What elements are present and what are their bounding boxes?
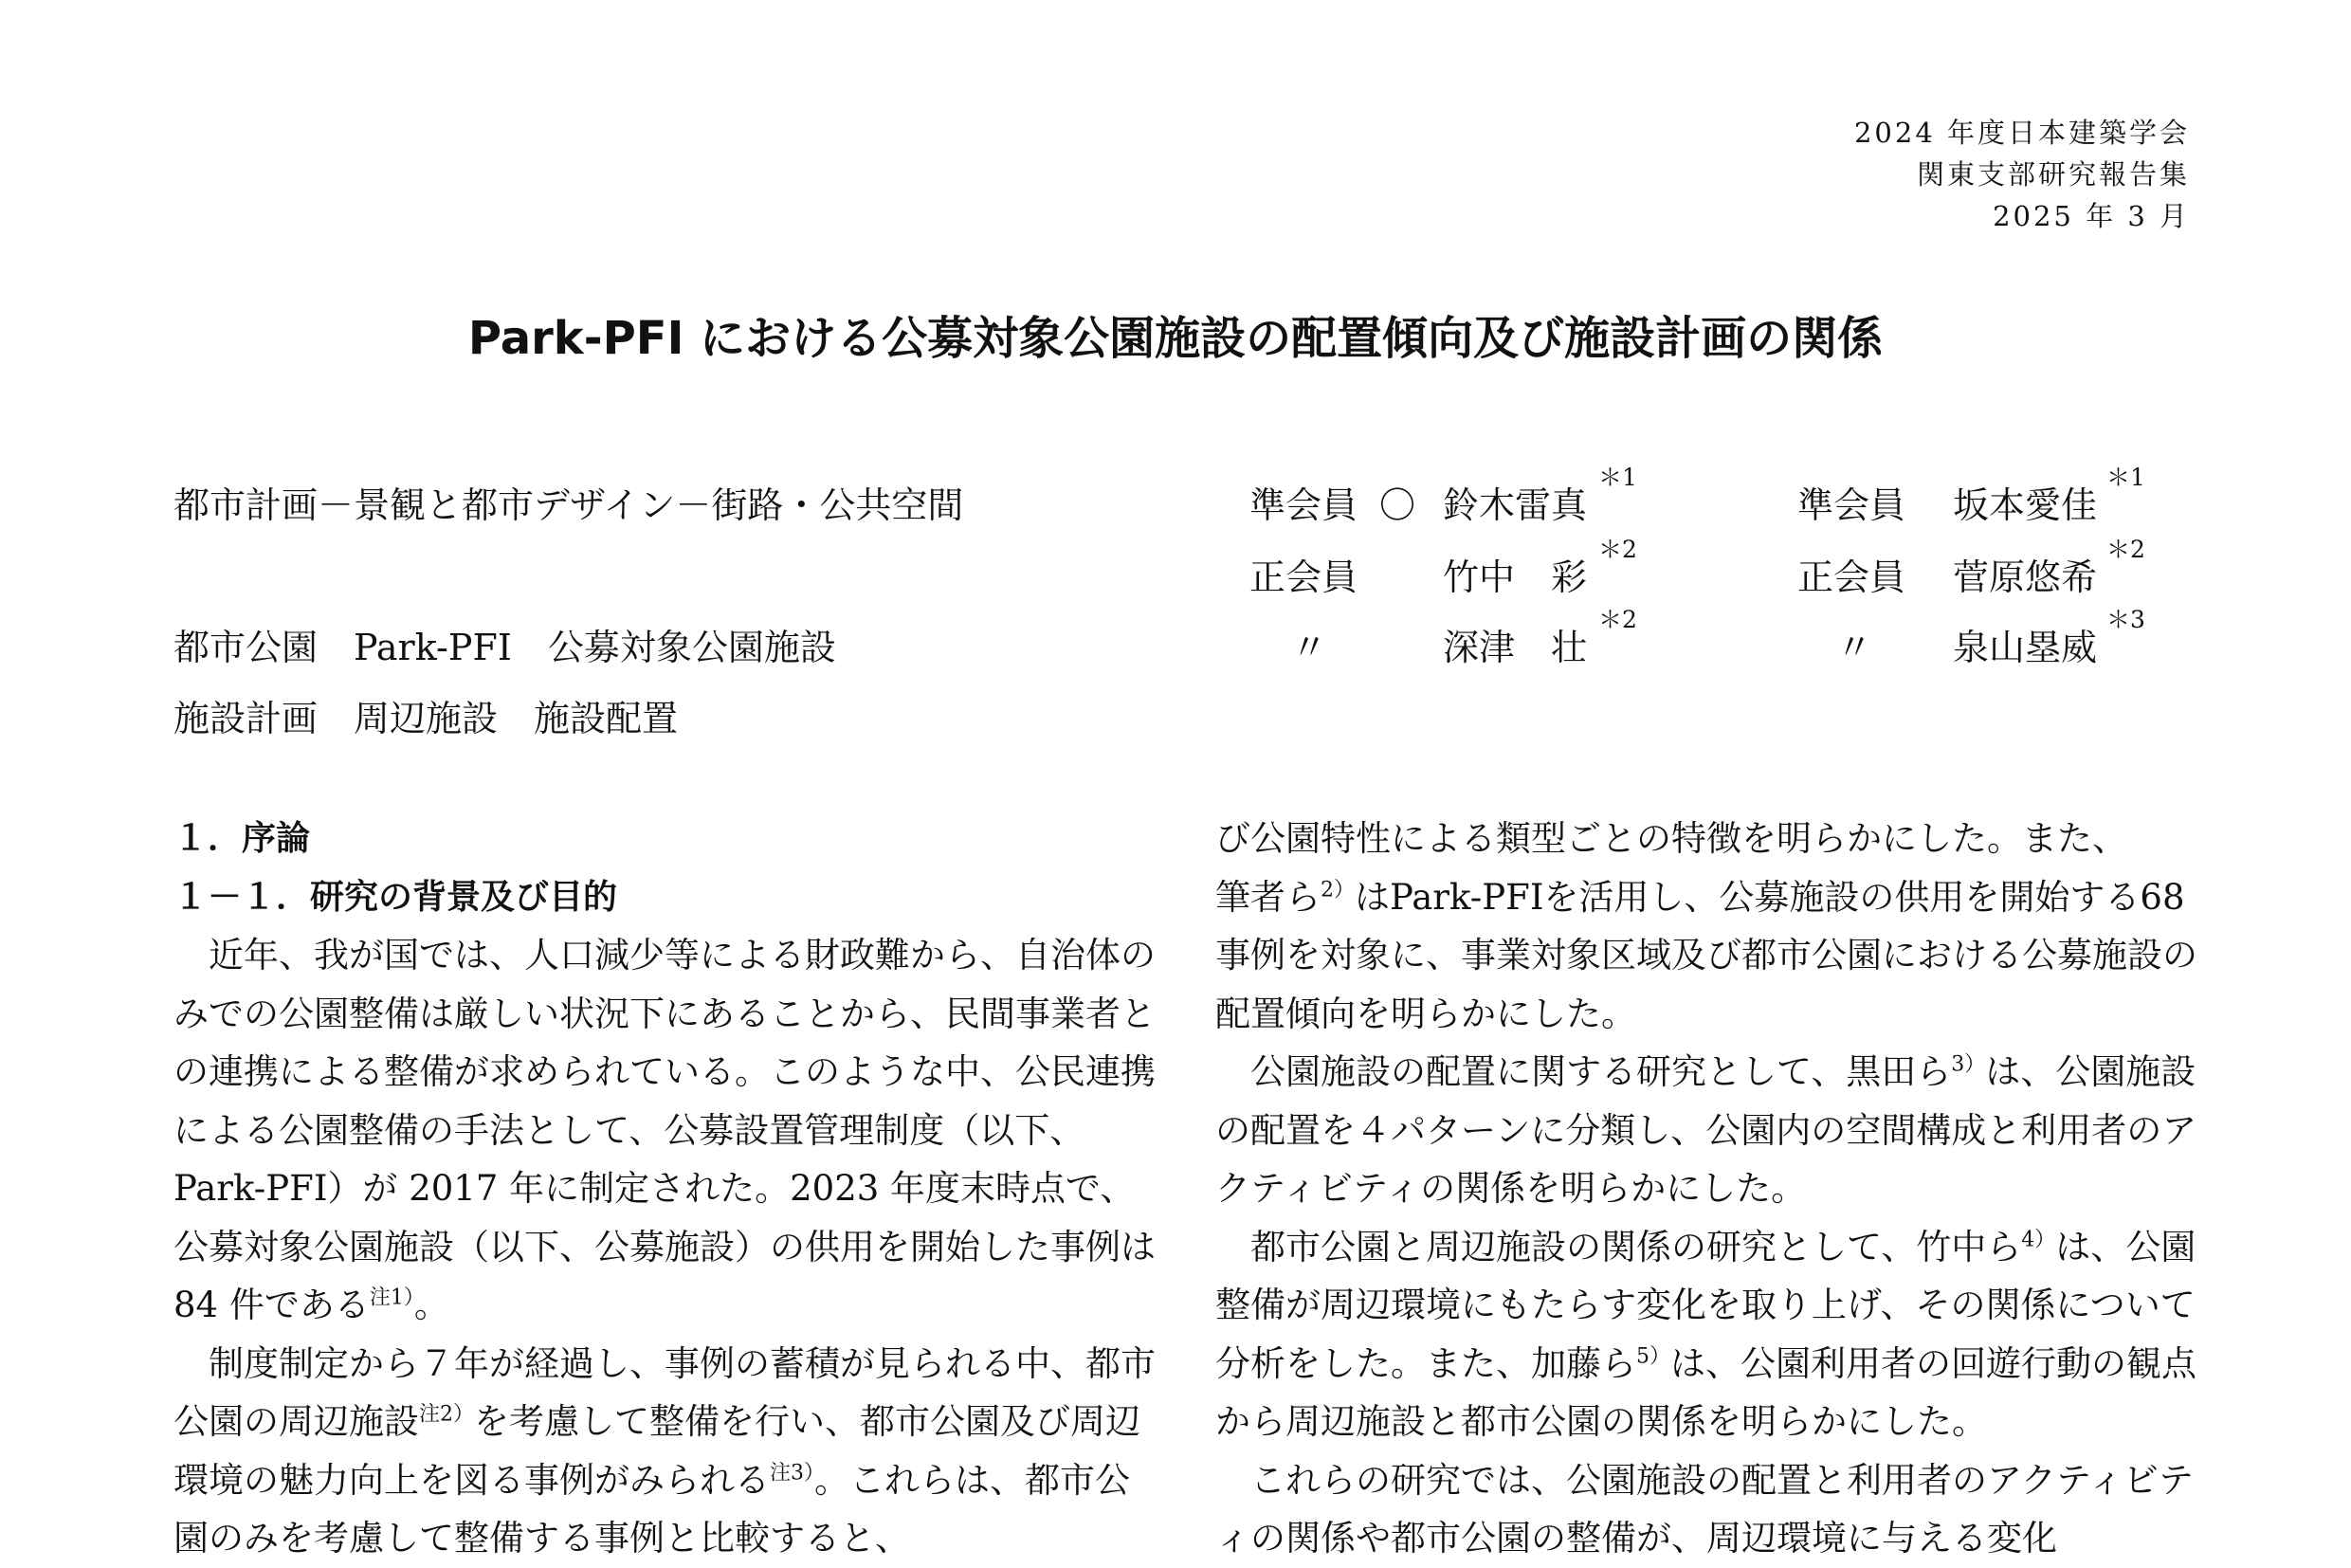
keyword: 都市公園 [173, 627, 319, 668]
paragraph: 都市公園と周辺施設の関係の研究として、竹中ら$^{4)}$は、公園整備が周辺環境にもたらす変化を取り上げ、その関係について分析をした。また、加藤ら$^{5)}$は、公園利用者の回遊行動の観点から周辺施設と都市公園の関係を明らかにした。 [1215, 1226, 2196, 1442]
affiliation-note: ＊3 [2106, 606, 2145, 633]
keyword: 公募対象公園施設 [547, 627, 836, 668]
keyword: 施設配置 [534, 698, 679, 739]
body-right-column [1215, 810, 2201, 1568]
reference-ref: 5） [1636, 1344, 1670, 1369]
keyword: 周辺施設 [354, 698, 499, 739]
keyword: 施設計画 [173, 698, 319, 739]
affiliation-note: ＊1 [2106, 464, 2145, 491]
paragraph: これらの研究では、公園施設の配置と利用者のアクティビティの関係や都市公園の整備が、周辺環境に与える変化 [1215, 1459, 2194, 1559]
paragraph: 近年、我が国では、人口減少等による財政難から、自治体のみでの公園整備は厳しい状況下にあることから、民間事業者との連携による整備が求められている。このような中、公民連携による公園整備の手法として、公募設置管理制度（以下、Park-PFI）が 2017 年に制定された。2023 年度末時点で、公募対象公園施設（以下、公募施設）の供用を開始した事例は 84 件である$^{注1)}$。 [173, 935, 1156, 1325]
keyword: Park-PFI [354, 627, 512, 668]
paragraph: び公園特性による類型ごとの特徴を明らかにした。また、 [1215, 818, 2127, 859]
reference-ref: 3） [1951, 1052, 1986, 1077]
author-name: 坂本愛佳 [1953, 484, 2098, 526]
author-role: 正会員 [1249, 556, 1358, 598]
keywords-row-2 [173, 689, 678, 741]
paragraph: 筆者ら$^{2)}$はPark-PFIを活用し、公募施設の供用を開始する68事例を対象に、事業対象区域及び都市公園における公募施設の配置傾向を明らかにした。 [1215, 876, 2197, 1034]
author-role: 〃 [1836, 627, 1873, 668]
author-role: 準会員 [1249, 484, 1358, 526]
author-role: 〃 [1291, 627, 1328, 668]
affiliation-note: ＊2 [1598, 606, 1637, 633]
paper-title: Park-PFI における公募対象公園施設の配置傾向及び施設計画の関係 [467, 312, 1884, 365]
header-line-2: 関東支部研究報告集 [1916, 158, 2190, 191]
section-heading: １．序論 [173, 819, 311, 858]
reference-ref: 2） [1321, 878, 1355, 903]
header-line-1: 2024 年度日本建築学会 [1853, 117, 2190, 149]
presenter-mark: 〇 [1379, 484, 1416, 526]
header-line-3: 2025 年 3 月 [1993, 200, 2190, 232]
paragraph: 制度制定から７年が経過し、事例の蓄積が見られる中、都市公園の周辺施設$^{注2)}$を考慮して整備を行い、都市公園及び周辺環境の魅力向上を図る事例がみられる$^{注3)}$。これらは、都市公園のみを考慮して整備する事例と比較すると、 [173, 1342, 1156, 1559]
affiliation-note: ＊2 [2106, 536, 2145, 563]
body-left-column [173, 810, 1159, 1568]
proceedings-header [1854, 112, 2190, 237]
reference-ref: 4） [2021, 1228, 2056, 1252]
footnote-ref: 注2） [419, 1402, 474, 1427]
author-name: 竹中 彩 [1443, 556, 1588, 598]
author-name: 深津 壮 [1443, 627, 1588, 668]
subsection-heading: １－１．研究の背景及び目的 [173, 877, 618, 917]
footnote-ref: 注3） [770, 1461, 814, 1486]
affiliation-note: ＊2 [1598, 536, 1637, 563]
author-role: 準会員 [1797, 484, 1906, 526]
subject-category: 都市計画－景観と都市デザイン－街路・公共空間 [173, 484, 964, 526]
author-name: 泉山塁威 [1953, 627, 2098, 668]
author-role: 正会員 [1797, 556, 1906, 598]
author-name: 菅原悠希 [1953, 556, 2098, 598]
paragraph: 公園施設の配置に関する研究として、黒田ら$^{3)}$は、公園施設の配置を４パターンに分類し、公園内の空間構成と利用者のアクティビティの関係を明らかにした。 [1215, 1051, 2197, 1209]
footnote-ref: 注1） [369, 1285, 414, 1310]
author-name: 鈴木雷真 [1443, 484, 1588, 526]
affiliation-note: ＊1 [1598, 464, 1637, 491]
keywords-row-1 [173, 618, 836, 670]
